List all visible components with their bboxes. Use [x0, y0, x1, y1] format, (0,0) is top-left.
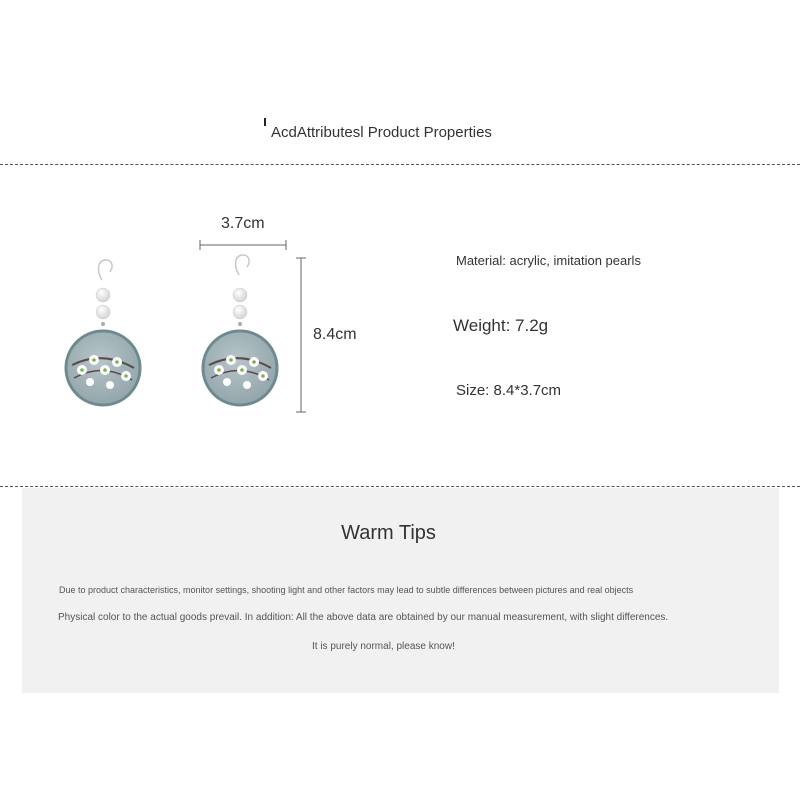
- warm-tips-line-1: Due to product characteristics, monitor settings, shooting light and other factors may lead to subtle differences between pictures and real objects: [59, 585, 634, 595]
- right-earring: [203, 255, 277, 405]
- weight-property: Weight: 7.2g: [453, 316, 549, 335]
- warm-tips-title: Warm Tips: [341, 522, 436, 544]
- left-earring: [66, 260, 140, 405]
- bottom-divider: [0, 486, 800, 487]
- header-mark: [264, 118, 266, 126]
- material-property: Material: acrylic, imitation pearls: [456, 253, 641, 268]
- size-property: Size: 8.4*3.7cm: [456, 382, 562, 399]
- height-dimension-line: [296, 258, 306, 412]
- top-divider: [0, 164, 800, 165]
- page-title: AcdAttributesl Product Properties: [271, 124, 492, 141]
- earrings-product-image: [50, 200, 350, 430]
- height-dimension-label: 8.4cm: [313, 326, 357, 343]
- width-dimension-line: [200, 240, 286, 250]
- warm-tips-line-3: It is purely normal, please know!: [312, 641, 455, 652]
- warm-tips-line-2: Physical color to the actual goods prevail. In addition: All the above data are obtained by our manual measurement, with slight differences.: [58, 612, 669, 623]
- width-dimension-label: 3.7cm: [221, 215, 265, 232]
